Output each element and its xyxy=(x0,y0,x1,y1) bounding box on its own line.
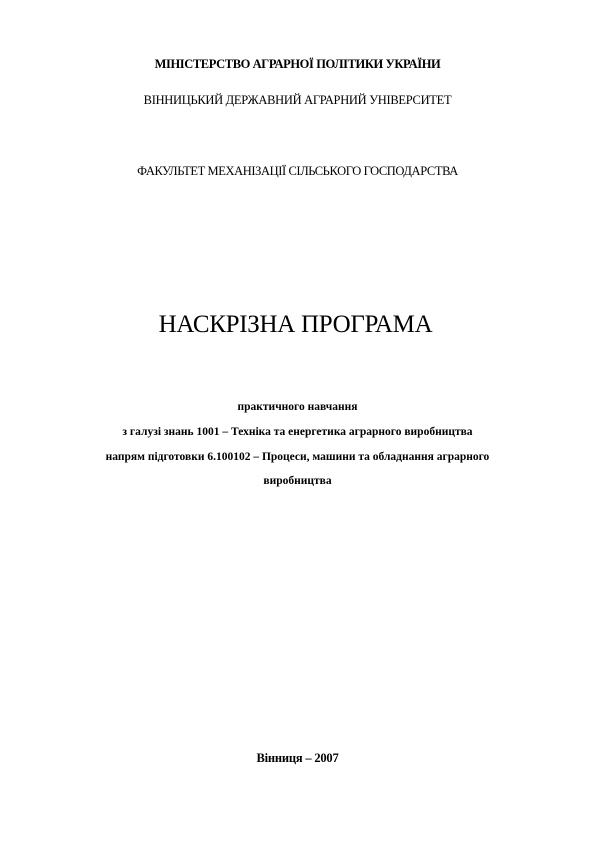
subtitle-line-3: напрям підготовки 6.100102 – Процеси, машини та обладнання аграрного xyxy=(105,451,490,463)
document-title xyxy=(0,311,595,339)
faculty-heading: ФАКУЛЬТЕТ МЕХАНІЗАЦІЇ СІЛЬСЬКОГО ГОСПОДАРСТВА xyxy=(137,164,458,178)
subtitle-line-2: з галузі знань 1001 – Техніка та енергетика аграрного виробництва xyxy=(122,426,473,438)
document-title-text: НАСКРІЗНА ПРОГРАМА xyxy=(158,311,433,338)
city-year: Вінниця – 2007 xyxy=(256,751,339,765)
subtitle-line-4: виробництва xyxy=(263,475,332,487)
university-heading: ВІННИЦЬКИЙ ДЕРЖАВНИЙ АГРАРНИЙ УНІВЕРСИТЕТ xyxy=(143,93,452,107)
ministry-heading: МІНІСТЕРСТВО АГРАРНОЇ ПОЛІТИКИ УКРАЇНИ xyxy=(154,57,441,71)
subtitle-line-1: практичного навчання xyxy=(237,401,358,413)
